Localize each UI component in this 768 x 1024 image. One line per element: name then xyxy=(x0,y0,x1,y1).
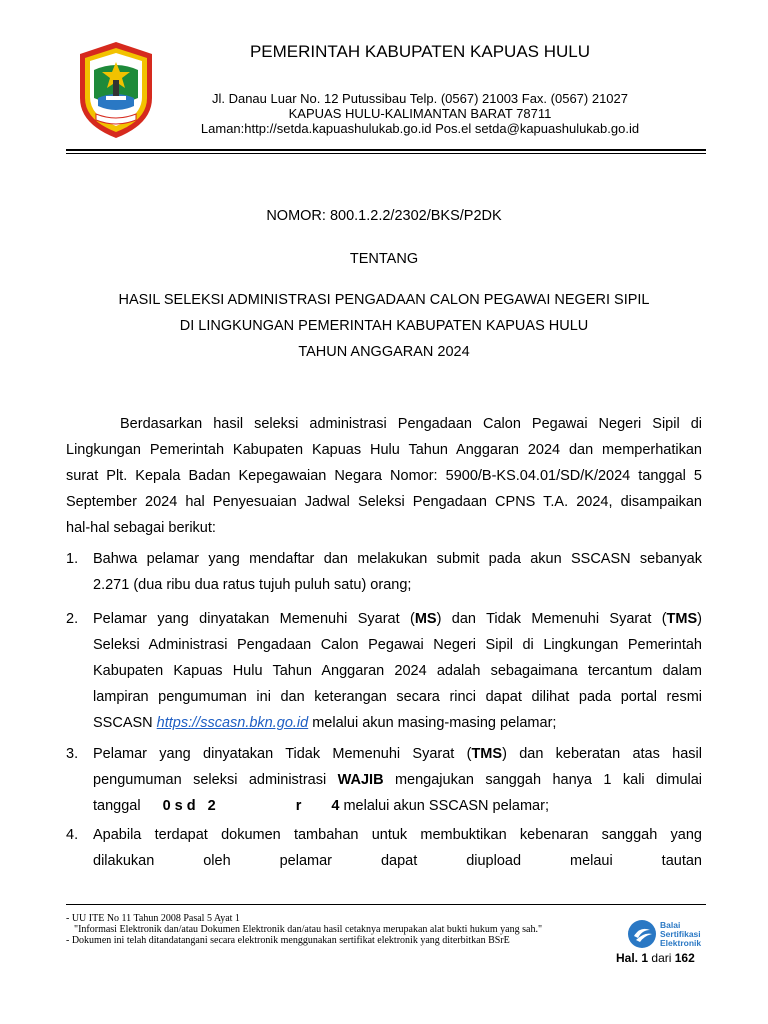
subject-line-1: HASIL SELEKSI ADMINISTRASI PENGADAAN CALON PEGAWAI NEGERI SIPIL xyxy=(118,292,650,308)
list-item-line: Apabila terdapat dokumen tambahan untuk membuktikan kebenaran sanggah yang xyxy=(93,827,702,843)
list-item-line: SSCASN https://sscasn.bkn.go.id melalui akun masing-masing pelamar; xyxy=(93,715,557,731)
list-item-line: lampiran pengumuman ini dan keterangan secara rinci dapat dilihat pada portal resmi xyxy=(93,689,702,705)
list-item-line: Kabupaten Kapuas Hulu Tahun Anggaran 2024 adalah sebagaimana tercantum dalam xyxy=(93,663,702,679)
subject-line-2: DI LINGKUNGAN PEMERINTAH KABUPATEN KAPUAS HULU xyxy=(179,318,589,334)
kapuas-hulu-emblem-icon xyxy=(76,40,156,140)
list-item-number: 2. xyxy=(66,611,79,627)
bsre-logo-icon xyxy=(626,918,658,950)
intro-paragraph xyxy=(66,411,702,541)
tms-abbrev: TMS xyxy=(471,746,503,762)
total-pages: 162 xyxy=(674,951,695,965)
intro-line: Berdasarkan hasil seleksi administrasi Pengadaan Calon Pegawai Negeri Sipil di xyxy=(120,416,702,432)
footer-law-reference: - UU ITE No 11 Tahun 2008 Pasal 5 Ayat 1 xyxy=(66,913,240,924)
sscasn-portal-link[interactable]: https://sscasn.bkn.go.id xyxy=(156,715,309,731)
document-number: NOMOR: 800.1.2.2/2302/BKS/P2DK xyxy=(266,208,502,224)
intro-line: September 2024 hal Penyesuaian Jadwal Seleksi Pengadaan CPNS T.A. 2024, disampaikan xyxy=(66,494,702,510)
date-range-start: 0 s d xyxy=(162,798,196,814)
list-item-line: Pelamar yang dinyatakan Tidak Memenuhi Syarat (TMS) dan keberatan atas hasil xyxy=(93,746,702,762)
bsre-label: Balai Sertifikasi Elektronik xyxy=(660,920,702,948)
intro-line: Lingkungan Pemerintah Kabupaten Kapuas Hulu Tahun Anggaran 2024 dan memperhatikan xyxy=(66,442,702,458)
page-indicator: Hal. 1 dari 162 xyxy=(616,951,695,965)
footer-divider xyxy=(66,904,706,905)
list-item-line: Seleksi Administrasi Pengadaan Calon Pegawai Negeri Sipil di Lingkungan Pemerintah xyxy=(93,637,702,653)
list-item-line: dilakukan oleh pelamar dapat diupload melaui tautan xyxy=(93,853,702,869)
list-item-line: Pelamar yang dinyatakan Memenuhi Syarat (MS) dan Tidak Memenuhi Syarat (TMS) xyxy=(93,611,702,627)
government-title: PEMERINTAH KABUPATEN KAPUAS HULU xyxy=(249,42,591,61)
footer-law-quote: "Informasi Elektronik dan/atau Dokumen Elektronik dan/atau hasil cetaknya merupakan alat bukti hukum yang sah." xyxy=(74,924,543,935)
list-item-line: Bahwa pelamar yang mendaftar dan melakukan submit pada akun SSCASN sebanyak xyxy=(93,551,702,567)
address-line-1: Jl. Danau Luar No. 12 Putussibau Telp. (0567) 21003 Fax. (0567) 21027 xyxy=(211,91,629,106)
list-item-line: tanggal 0 s d 2 r 4 melalui akun SSCASN pelamar; xyxy=(93,798,549,814)
header-divider-thin xyxy=(66,153,706,154)
date-range-end: 4 xyxy=(331,798,340,814)
contact-line: Laman:http://setda.kapuashulukab.go.id Pos.el setda@kapuashulukab.go.id xyxy=(200,121,640,136)
address-line-2: KAPUAS HULU-KALIMANTAN BARAT 78711 xyxy=(288,106,552,121)
list-item-number: 4. xyxy=(66,827,79,843)
intro-line: hal-hal sebagai berikut: xyxy=(66,520,216,536)
footer-signature-note: - Dokumen ini telah ditandatangani secara elektronik menggunakan sertifikat elektronik yang diterbitkan BSrE xyxy=(66,935,510,946)
document-about: TENTANG xyxy=(349,251,419,267)
list-item-line: pengumuman seleksi administrasi WAJIB mengajukan sanggah hanya 1 kali dimulai xyxy=(93,772,702,788)
date-range-part: 2 xyxy=(207,798,216,814)
date-range-part: r xyxy=(295,798,302,814)
wajib-emphasis: WAJIB xyxy=(337,772,384,788)
subject-line-3: TAHUN ANGGARAN 2024 xyxy=(298,344,470,360)
header-divider-thick xyxy=(66,149,706,151)
tms-abbrev: TMS xyxy=(666,611,698,627)
current-page: 1 xyxy=(641,951,649,965)
list-item-line: 2.271 (dua ribu dua ratus tujuh puluh satu) orang; xyxy=(93,577,412,593)
list-item-number: 1. xyxy=(66,551,79,567)
intro-line: surat Plt. Kepala Badan Kepegawaian Negara Nomor: 5900/B-KS.04.01/SD/K/2024 tanggal 5 xyxy=(66,468,702,484)
list-item-number: 3. xyxy=(66,746,79,762)
ms-abbrev: MS xyxy=(414,611,437,627)
